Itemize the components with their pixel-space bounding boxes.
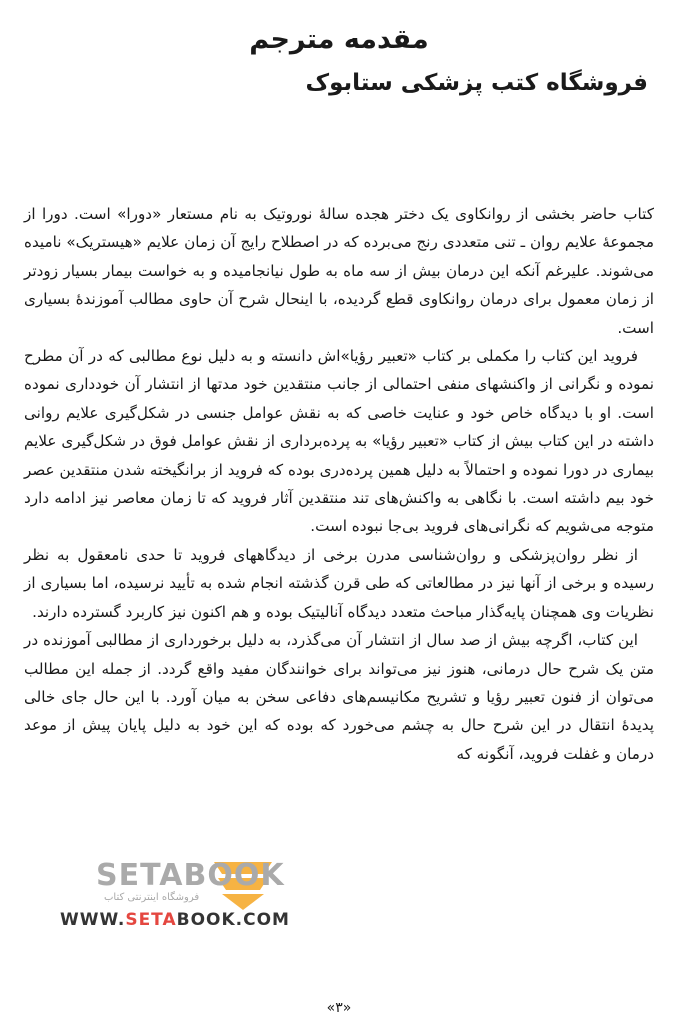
page-number: «۳»	[326, 1000, 352, 1016]
watermark-brand: SETABOOK	[96, 858, 285, 893]
watermark-url	[60, 910, 290, 930]
watermark-url-prefix: WWW.	[60, 910, 126, 930]
watermark-tagline: فروشگاه اینترنتی کتاب	[104, 892, 200, 903]
paragraph-3: از نظر روان‌پزشکی و روان‌شناسی مدرن برخی از دیدگاههای فروید تا حدی نامعقول به نظر رسیده و برخی از آنها نیز در مطالعاتی که طی قرن گذشته انجام شده به تأیید نرسیده، اما بسیاری از نظریات وی همچنان پایه‌گذار مباحث متعدد دیدگاه آنالیتیک بوده و هم اکنون نیز کاربرد گسترده دارند.	[24, 545, 654, 621]
setabook-watermark	[60, 848, 340, 948]
page-title: مقدمه مترجم	[249, 24, 429, 55]
watermark-url-suffix: BOOK.COM	[176, 910, 290, 930]
page-subtitle: فروشگاه کتب پزشکی ستابوک	[305, 70, 648, 96]
paragraph-2: فروید این کتاب را مکملی بر کتاب «تعبیر رؤیا»اش دانسته و به دلیل نوع مطالبی که در آن مطرح نموده و نگرانی از واکنشهای منفی احتمالی از جانب منتقدین خود مدتها از انتشار آن خودداری نموده است. او با دیدگاه خاص خود و عنایت خاصی که به نقش عوامل جنسی در شکل‌گیری علایم روانی داشته در این کتاب بیش از کتاب «تعبیر رؤیا» به پرده‌برداری از نقش عوامل فوق در شکل‌گیری علایم بیماری در دورا نموده و احتمالاً به دلیل همین پرده‌دری بوده که فروید از برانگیخته شدن منتقدین عصر خود بیم داشته است. با نگاهی به واکنش‌های تند منتقدین آثار فروید که تا زمان معاصر نیز ادامه دارد متوجه می‌شویم که نگرانی‌های فروید بی‌جا نبوده است.	[24, 347, 654, 536]
watermark-url-highlight: SETA	[125, 910, 177, 930]
body-text	[24, 200, 654, 768]
paragraph-4: این کتاب، اگرچه بیش از صد سال از انتشار آن می‌گذرد، به دلیل برخورداری از مطالبی آموزنده در متن یک شرح حال درمانی، هنوز نیز می‌تواند برای خوانندگان مفید واقع گردد. از جمله این مطالب می‌توان از فنون تعبیر رؤیا و تشریح مکانیسم‌های دفاعی سخن به میان آورد. با این حال جای خالی پدیدهٔ انتقال در این شرح حال به چشم می‌خورد که بوده که این خود به دلیل پایان پیش از موعد درمان و غفلت فروید، آنگونه که	[24, 631, 654, 763]
paragraph-1: کتاب حاضر بخشی از روانکاوی یک دختر هجده سالهٔ نوروتیک به نام مستعار «دورا» است. دورا از مجموعهٔ علایم روان ـ تنی متعددی رنج می‌برده که در اصطلاح رایج آن زمان علایم «هیستریک» نامیده می‌شوند. علیرغم آنکه این درمان بیش از سه ماه به طول نیانجامیده و به خواست بیمار بسیار زودتر از زمان معمول برای درمان روانکاوی قطع گردیده، با اینحال شرح آن حاوی مطالب آموزندهٔ بسیاری است.	[24, 205, 654, 337]
